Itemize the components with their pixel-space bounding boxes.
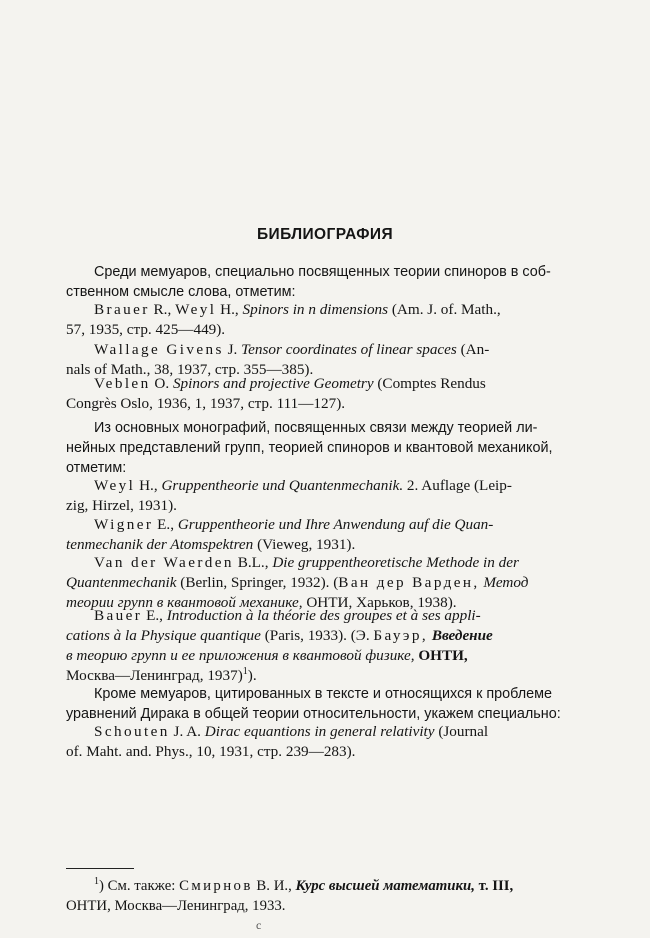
text-line — [66, 340, 608, 360]
work-title: tenmechanik der Atomspektren — [66, 536, 254, 553]
initials: В. И., — [252, 878, 296, 894]
text-line: of. Maht. and. Phys., 10, 1931, стр. 239—283). — [66, 743, 356, 760]
publication-info: ОНТИ, — [414, 647, 468, 664]
author-name: Brauer — [94, 301, 150, 318]
initials: J. A. — [169, 723, 205, 740]
publication-info: (An- — [456, 341, 490, 358]
text-line: Кроме мемуаров, цитированных в тексте и относящихся к проблеме — [94, 686, 553, 702]
page-title: БИБЛИОГРАФИЯ — [257, 226, 393, 243]
text-line: Congrès Oslo, 1936, 1, 1937, стр. 111—127). — [66, 395, 346, 412]
footnote — [66, 876, 614, 916]
text-line: Из основных монографий, посвященных связи между теорией ли- — [94, 420, 538, 436]
author-name: Schouten — [94, 723, 170, 740]
publication-info: Москва—Ленинград, 1937) — [66, 667, 243, 684]
work-title: Introduction à la théorie des groupes et à ses appli- — [166, 607, 481, 624]
text-line — [66, 300, 608, 320]
author-name: Wallage Givens — [94, 341, 224, 358]
work-title: Gruppentheorie und Quantenmechanik. — [161, 477, 404, 494]
text-line — [66, 606, 608, 626]
publication-info: (Berlin, Springer, 1932). ( — [176, 574, 339, 591]
text-line — [66, 535, 608, 555]
intro-paragraph-memoirs — [66, 262, 608, 302]
text-line: zig, Hirzel, 1931). — [66, 497, 177, 514]
work-title: Spinors and projective Geometry — [172, 375, 374, 392]
author-name: Veblen — [94, 375, 151, 392]
text-line: отметим: — [66, 460, 127, 476]
text-line — [66, 553, 608, 573]
volume: т. III, — [474, 878, 514, 894]
work-title: Gruppentheorie und Ihre Anwendung auf die Quan- — [177, 516, 494, 533]
text-line — [66, 666, 608, 686]
work-title: Spinors in n dimensions — [242, 301, 389, 318]
text-line: 57, 1935, стр. 425—449). — [66, 321, 226, 338]
initials: E., — [142, 607, 167, 624]
text-line: Среди мемуаров, специально посвященных теории спиноров в соб- — [94, 264, 551, 280]
text-line: ственном смысле слова, отметим: — [66, 284, 296, 300]
reference-entry — [66, 515, 608, 555]
publication-info: ОНТИ, Харьков, 1938). — [302, 594, 457, 611]
initials: R., — [149, 301, 176, 318]
publication-info: (Vieweg, 1931). — [253, 536, 356, 553]
text-line — [66, 476, 608, 496]
initials: J. — [223, 341, 242, 358]
author-name: Bauer — [94, 607, 143, 624]
reference-entry — [66, 374, 608, 414]
work-title: cations à la Physique quantique — [66, 627, 261, 644]
author-name: Wigner — [94, 516, 154, 533]
text-line — [66, 722, 608, 742]
text-line — [66, 573, 608, 593]
text-line: nals of Math., 38, 1937, стр. 355—385). — [66, 361, 314, 378]
author-name: Van der Waerden — [94, 554, 234, 571]
work-title: Курс высшей математики, — [295, 878, 475, 894]
author-name: Ван дер Варден, — [338, 574, 480, 591]
text-line — [66, 646, 608, 666]
reference-entry — [66, 722, 608, 762]
page-mark: с — [256, 918, 262, 932]
reference-entry — [66, 553, 608, 613]
intro-paragraph-monographs — [66, 418, 608, 478]
work-title: Tensor coordinates of linear spaces — [241, 341, 457, 358]
publication-info: (Comptes Rendus — [373, 375, 486, 392]
author-name: Бауэр, — [373, 627, 429, 644]
punctuation: ). — [247, 667, 257, 684]
work-title: теории групп в квантовой механике, — [66, 594, 303, 611]
author-name: Weyl — [175, 301, 217, 318]
initials: O. — [150, 375, 173, 392]
footnote-divider — [66, 868, 134, 869]
author-name: Смирнов — [179, 878, 253, 894]
text-line: нейных представлений групп, теорией спиноров и квантовой механикой, — [66, 440, 553, 456]
text-line: уравнений Дирака в общей теории относительности, укажем специально: — [66, 706, 561, 722]
publication-info: (Journal — [434, 723, 489, 740]
text-line — [66, 626, 608, 646]
work-title: Dirac equantions in general relativity — [204, 723, 435, 740]
author-name: Weyl — [94, 477, 136, 494]
publication-info: (Paris, 1933). (Э. — [260, 627, 374, 644]
work-title: Die gruppentheoretische Methode in der — [272, 554, 519, 571]
work-title: Введение — [428, 627, 493, 644]
text-line — [66, 515, 608, 535]
initials: E., — [153, 516, 178, 533]
text-line — [66, 374, 608, 394]
reference-entry — [66, 300, 608, 340]
initials: B.L., — [233, 554, 273, 571]
work-title: Quantenmechanik — [66, 574, 177, 591]
initials: H., — [216, 301, 243, 318]
initials: H., — [135, 477, 162, 494]
publication-info: 2. Auflage (Leip- — [403, 477, 512, 494]
text-line: ОНТИ, Москва—Ленинград, 1933. — [66, 898, 286, 914]
footnote-ref[interactable]: 1 — [242, 665, 248, 677]
publication-info: (Am. J. of. Math., — [388, 301, 501, 318]
work-title: Метод — [479, 574, 529, 591]
footnote-marker: 1 — [94, 876, 99, 888]
work-title: в теорию групп и ее приложения в квантовой физике, — [66, 647, 415, 664]
reference-entry — [66, 606, 608, 686]
reference-entry — [66, 476, 608, 516]
intro-paragraph-dirac — [66, 684, 608, 724]
text-line — [66, 876, 614, 896]
footnote-text: ) См. также: — [99, 878, 180, 894]
